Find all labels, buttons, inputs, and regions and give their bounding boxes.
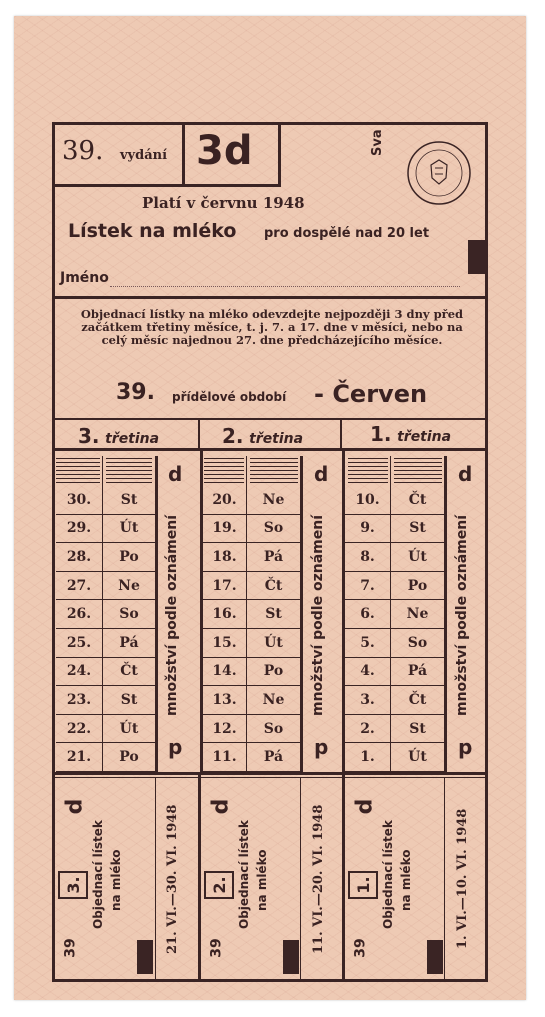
weekday[interactable]: Čt (391, 686, 444, 715)
weekday[interactable]: Út (103, 715, 155, 744)
coupon-text1: Objednací lístek (381, 820, 395, 930)
weekday[interactable]: Pá (391, 658, 444, 687)
weekday[interactable]: Pá (103, 629, 155, 658)
day-number[interactable]: 10. (345, 486, 390, 515)
day-number[interactable]: 16. (203, 600, 246, 629)
instructions-text: Objednací lístky na mléko odevzdejte nejpozději 3 dny před začátkem třetiny měsíce, t. j. 7. a 17. dne v měsíci, nebo na celý měsíc najednou 27. dne předcházejícího měsíce. (80, 307, 464, 347)
third-2-heading (222, 424, 303, 448)
weekday[interactable]: Ne (391, 600, 444, 629)
weekday[interactable]: Po (247, 658, 300, 687)
coupon-box: 1. (348, 871, 378, 899)
code-label: 3d (196, 128, 253, 174)
weekday[interactable]: Po (103, 743, 155, 772)
day-number[interactable]: 27. (56, 572, 102, 601)
day-number[interactable]: 11. (203, 743, 246, 772)
weekday[interactable]: Út (391, 543, 444, 572)
weekday[interactable]: St (391, 515, 444, 544)
coupon-num: 39 (208, 938, 225, 958)
valid-line: Platí v červnu 1948 (142, 194, 305, 212)
weekday[interactable]: So (103, 600, 155, 629)
issue-label: vydání (120, 148, 168, 163)
day-number[interactable]: 21. (56, 743, 102, 772)
weekday[interactable]: So (247, 515, 300, 544)
coupon-date: 21. VI.—30. VI. 1948 (165, 804, 180, 954)
day-number[interactable]: 3. (345, 686, 390, 715)
coupon-text1: Objednací lístek (91, 820, 105, 930)
title-main: Lístek na mléko (68, 220, 237, 242)
coupon-block (137, 940, 153, 974)
side-d-top-2: d (314, 462, 329, 486)
weekday[interactable]: Čt (247, 572, 300, 601)
coupon-block (283, 940, 299, 974)
coupon-text2: na mléko (255, 849, 269, 911)
coupon-box: 2. (204, 871, 234, 899)
issue-number: 39. (62, 136, 104, 166)
side-note-2: množství podle oznámení (310, 514, 326, 716)
day-number[interactable]: 14. (203, 658, 246, 687)
side-d-top-3: d (168, 462, 183, 486)
day-number[interactable]: 26. (56, 600, 102, 629)
weekday[interactable]: Pá (247, 743, 300, 772)
weekday[interactable]: Pá (247, 543, 300, 572)
weekday[interactable]: So (247, 715, 300, 744)
side-d-bot-2: d (314, 738, 329, 762)
weekday[interactable]: Út (247, 629, 300, 658)
weekday[interactable]: Po (103, 543, 155, 572)
weekday[interactable]: Po (391, 572, 444, 601)
weekday[interactable]: Ne (247, 686, 300, 715)
weekday[interactable]: Čt (103, 658, 155, 687)
coupon-block (427, 940, 443, 974)
weekday[interactable]: Út (391, 743, 444, 772)
day-number[interactable]: 22. (56, 715, 102, 744)
weekday[interactable]: Ne (247, 486, 300, 515)
day-number[interactable]: 9. (345, 515, 390, 544)
title-sub: pro dospělé nad 20 let (264, 226, 430, 241)
day-number[interactable]: 29. (56, 515, 102, 544)
period-label: přídělové období (172, 390, 287, 404)
coupon-num: 39 (352, 938, 369, 958)
day-number[interactable]: 4. (345, 658, 390, 687)
state-stamp (400, 138, 478, 208)
day-number[interactable]: 7. (345, 572, 390, 601)
day-number[interactable]: 30. (56, 486, 102, 515)
third-3-num: 3. (78, 424, 100, 448)
coupon-date: 1. VI.—10. VI. 1948 (455, 808, 470, 950)
weekday[interactable]: St (247, 600, 300, 629)
coupon-text2: na mléko (399, 849, 413, 911)
third-3-label: třetina (105, 431, 160, 447)
weekday[interactable]: St (103, 486, 155, 515)
day-number[interactable]: 20. (203, 486, 246, 515)
side-code: Sva (370, 129, 385, 156)
third-2-label: třetina (249, 431, 304, 447)
side-note-1: množství podle oznámení (454, 514, 470, 716)
third-1-label: třetina (397, 429, 452, 445)
coupon-d: d (208, 798, 234, 815)
third-2-num: 2. (222, 424, 244, 448)
coupon-d: d (62, 798, 88, 815)
day-number[interactable]: 24. (56, 658, 102, 687)
day-number[interactable]: 15. (203, 629, 246, 658)
corner-block (468, 240, 488, 274)
day-number[interactable]: 8. (345, 543, 390, 572)
weekday[interactable]: Út (103, 515, 155, 544)
coupon-d: d (352, 798, 378, 815)
day-number[interactable]: 18. (203, 543, 246, 572)
weekday[interactable]: St (103, 686, 155, 715)
coupon-box: 3. (58, 871, 88, 899)
day-number[interactable]: 19. (203, 515, 246, 544)
weekday[interactable]: Čt (391, 486, 444, 515)
weekday[interactable]: So (391, 629, 444, 658)
third-1-num: 1. (370, 422, 392, 446)
day-number[interactable]: 12. (203, 715, 246, 744)
day-number[interactable]: 25. (56, 629, 102, 658)
period-number: 39. (116, 380, 155, 405)
day-number[interactable]: 5. (345, 629, 390, 658)
day-number[interactable]: 2. (345, 715, 390, 744)
name-line[interactable] (110, 286, 460, 287)
coupon-date: 11. VI.—20. VI. 1948 (311, 804, 326, 954)
day-number[interactable]: 23. (56, 686, 102, 715)
weekday[interactable]: St (391, 715, 444, 744)
day-number[interactable]: 6. (345, 600, 390, 629)
day-number[interactable]: 28. (56, 543, 102, 572)
third-1-heading (370, 422, 451, 446)
coupon-text2: na mléko (109, 849, 123, 911)
side-d-bot-1: d (458, 738, 473, 762)
coupon-num: 39 (62, 938, 79, 958)
day-number[interactable]: 1. (345, 743, 390, 772)
side-d-top-1: d (458, 462, 473, 486)
weekday[interactable]: Ne (103, 572, 155, 601)
coupon-text1: Objednací lístek (237, 820, 251, 930)
third-3-heading (78, 424, 159, 448)
name-label: Jméno (60, 270, 109, 286)
period-month: - Červen (314, 380, 428, 408)
day-number[interactable]: 13. (203, 686, 246, 715)
day-number[interactable]: 17. (203, 572, 246, 601)
side-d-bot-3: d (168, 738, 183, 762)
side-note-3: množství podle oznámení (164, 514, 180, 716)
